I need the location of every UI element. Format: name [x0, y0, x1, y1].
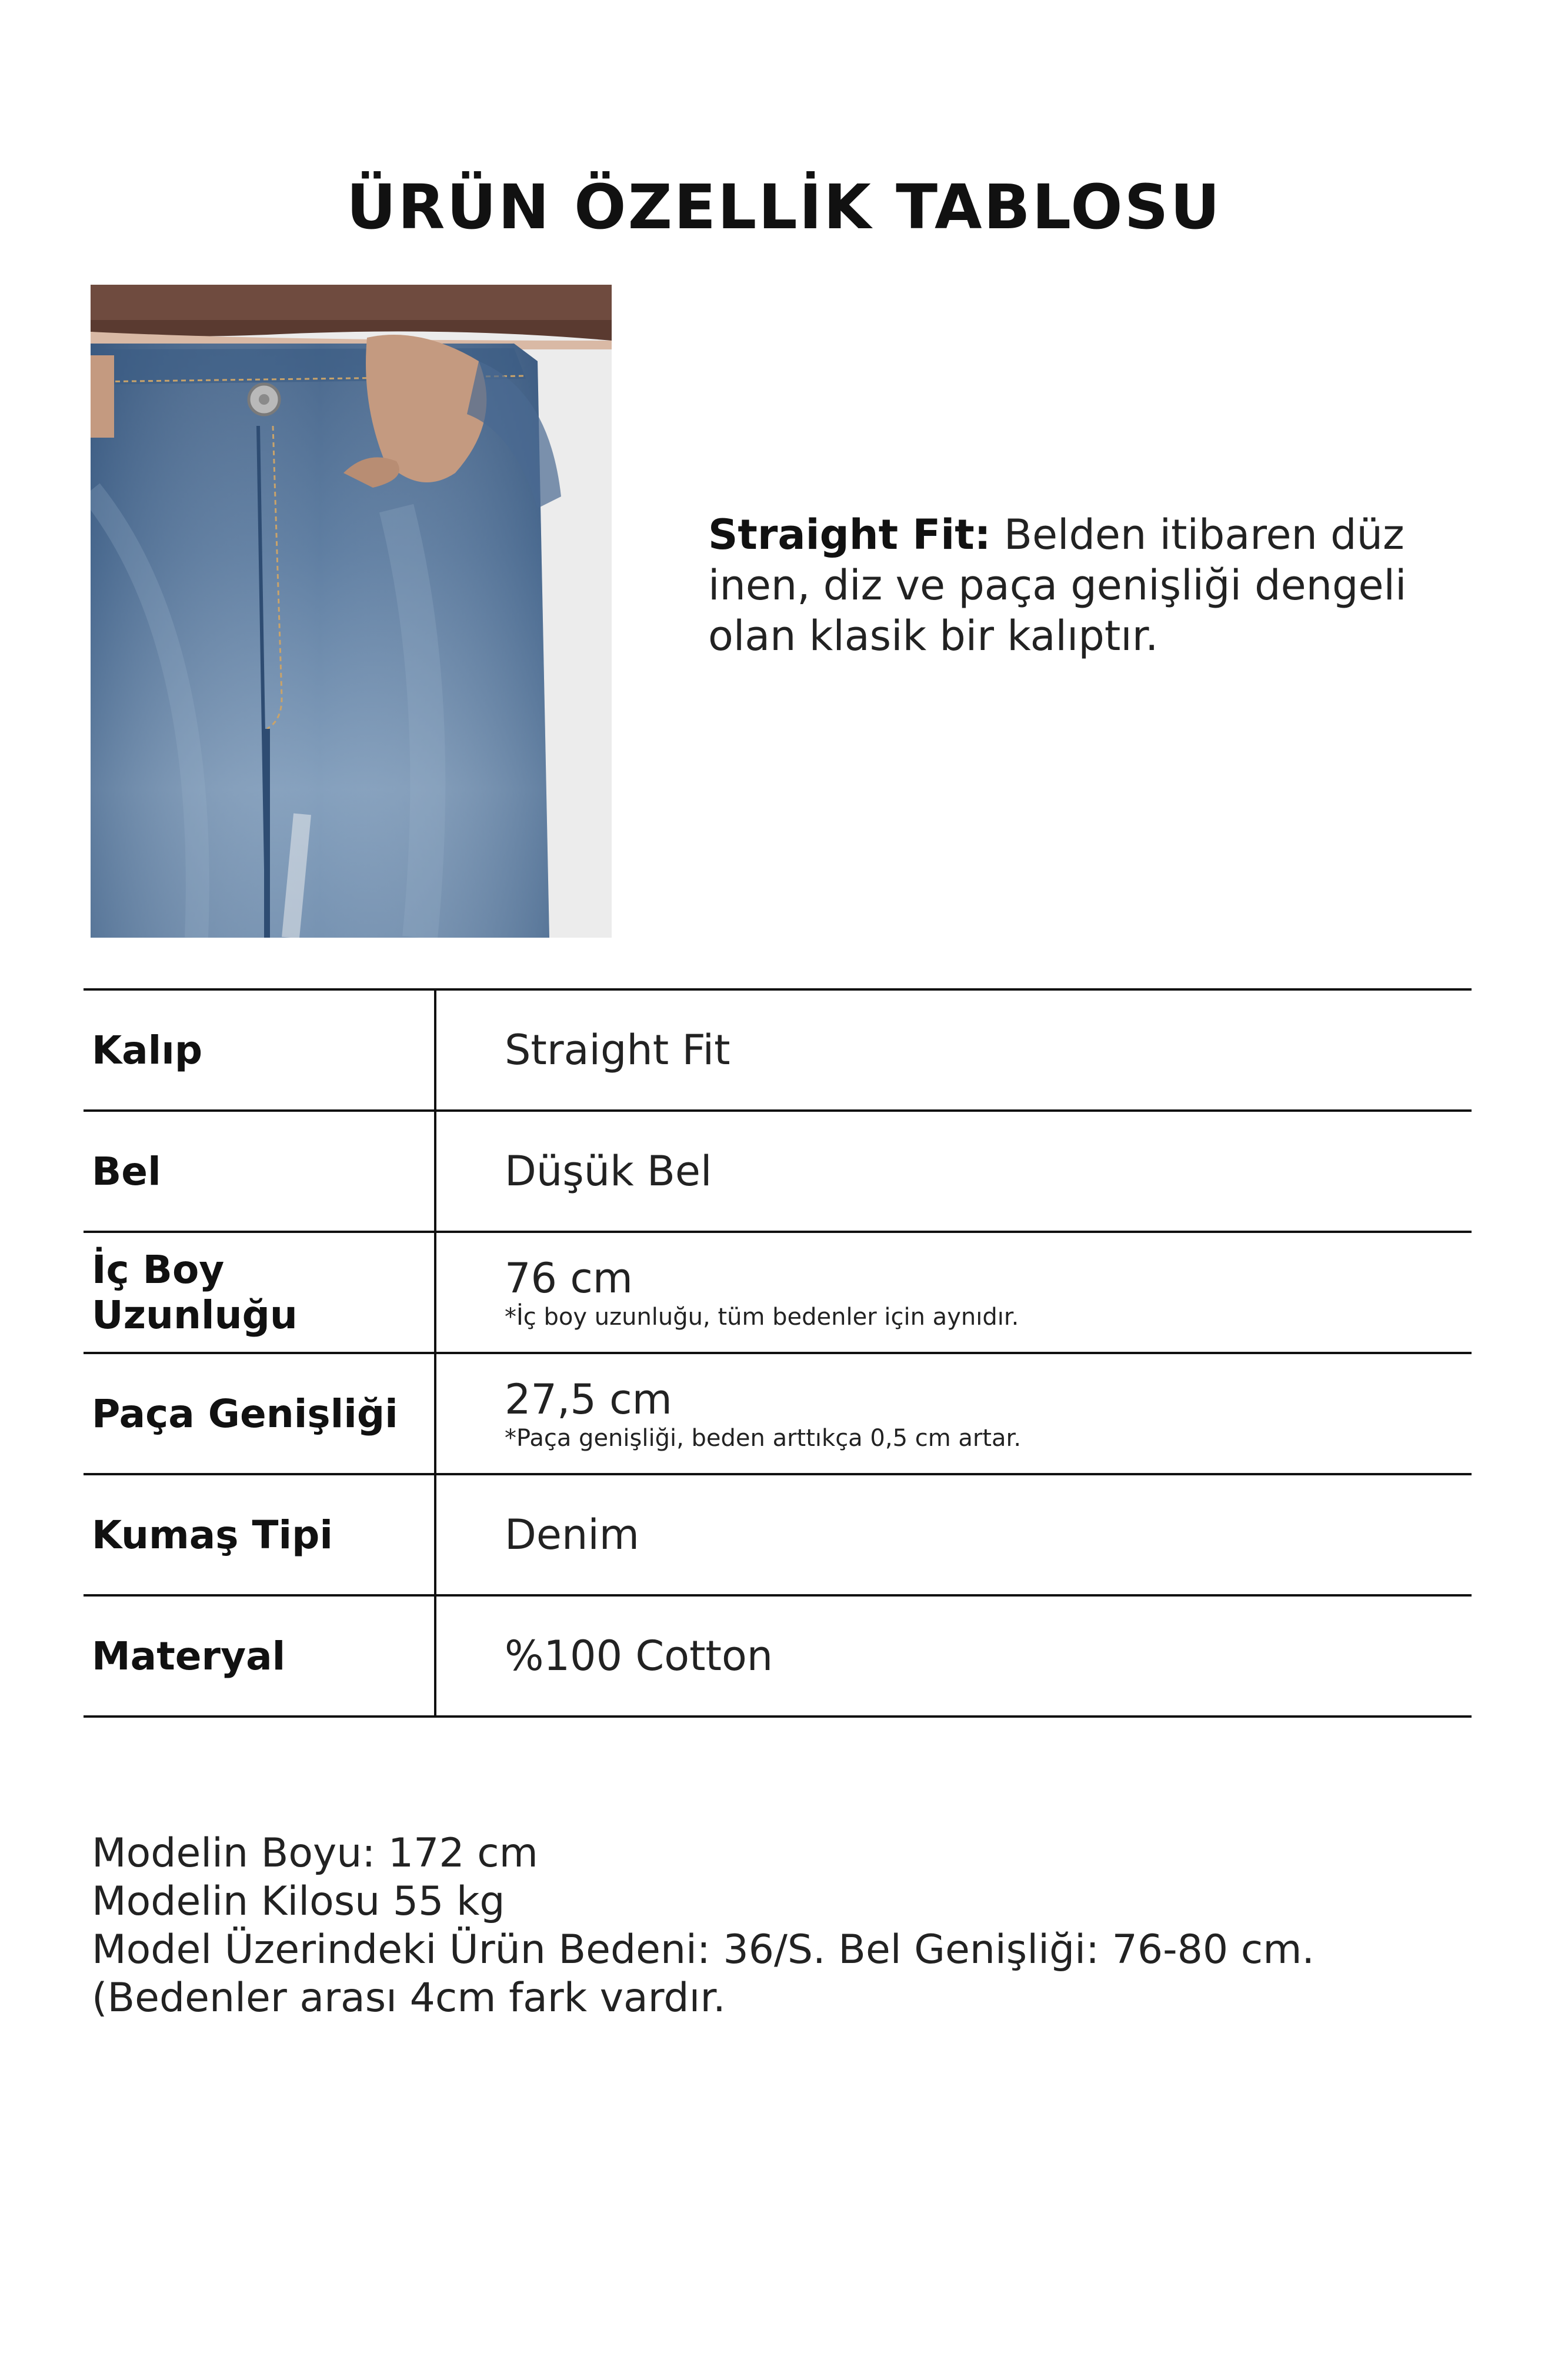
fit-description-label: Straight Fit:	[708, 511, 991, 559]
spec-value: Düşük Bel	[505, 1147, 712, 1195]
fit-description-text: Belden itibaren düz inen, diz ve paça genişliği dengeli olan klasik bir kalıptır.	[708, 511, 1407, 660]
spec-label: Kalıp	[92, 1027, 203, 1073]
model-weight: Modelin Kilosu 55 kg	[92, 1878, 505, 1925]
column-divider	[434, 1112, 436, 1231]
spec-note: *İç boy uzunluğu, tüm bedenler için aynıdır.	[505, 1304, 1019, 1331]
spec-value-cell	[505, 1475, 1446, 1594]
spec-value: %100 Cotton	[505, 1632, 773, 1680]
model-info	[92, 1829, 1492, 2022]
spec-value-cell	[505, 1233, 1446, 1352]
column-divider	[434, 1475, 436, 1594]
spec-value-cell	[505, 1112, 1446, 1231]
spec-row-kalip	[84, 991, 1472, 1112]
spec-row-paca	[84, 1354, 1472, 1475]
spec-row-kumas	[84, 1475, 1472, 1597]
page-title: ÜRÜN ÖZELLİK TABLOSU	[346, 171, 1222, 243]
spec-value: 76 cm	[505, 1254, 633, 1302]
spec-label: Paça Genişliği	[92, 1391, 398, 1437]
spec-note: *Paça genişliği, beden arttıkça 0,5 cm artar.	[505, 1425, 1022, 1452]
spec-label: Bel	[92, 1148, 161, 1194]
spec-label: Kumaş Tipi	[92, 1512, 333, 1558]
column-divider	[434, 1233, 436, 1352]
model-height: Modelin Boyu: 172 cm	[92, 1830, 538, 1877]
spec-value-cell	[505, 1597, 1446, 1715]
spec-value: Denim	[505, 1511, 639, 1559]
column-divider	[434, 991, 436, 1109]
spec-row-ic-boy	[84, 1233, 1472, 1354]
spec-table	[84, 988, 1472, 1718]
spec-row-materyal	[84, 1597, 1472, 1718]
spec-label: Materyal	[92, 1633, 286, 1679]
spec-value-cell	[505, 991, 1446, 1109]
spec-value: Straight Fit	[505, 1026, 730, 1074]
column-divider	[434, 1597, 436, 1715]
product-photo	[91, 285, 612, 938]
fit-description	[708, 509, 1490, 661]
column-divider	[434, 1354, 436, 1473]
spec-label: İç Boy Uzunluğu	[92, 1247, 298, 1338]
spec-value: 27,5 cm	[505, 1375, 672, 1424]
model-size: Model Üzerindeki Ürün Bedeni: 36/S. Bel Genişliği: 76-80 cm. (Bedenler arası 4cm fark vardır.	[92, 1927, 1315, 2021]
spec-row-bel	[84, 1112, 1472, 1233]
spec-value-cell	[505, 1354, 1446, 1473]
